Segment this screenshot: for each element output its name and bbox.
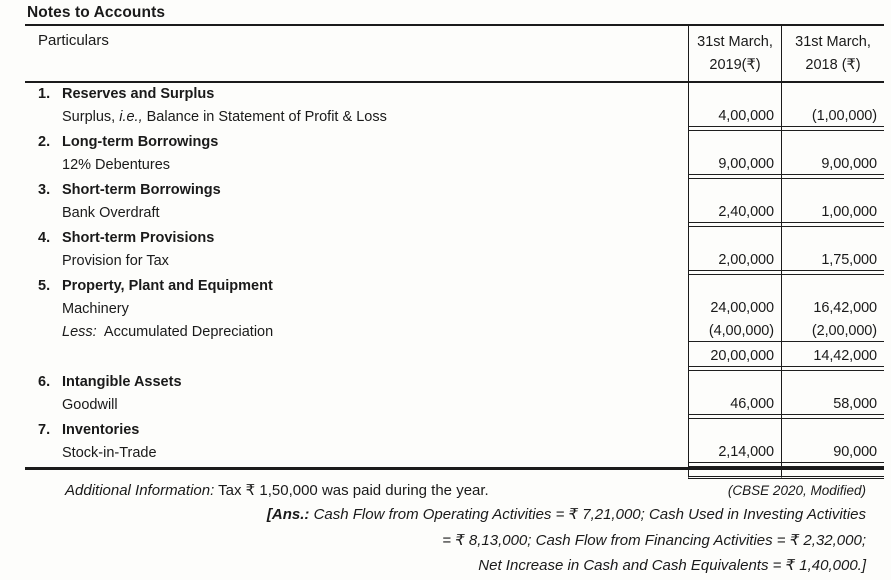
table-row [25,103,884,126]
row-number: 6. [38,374,51,390]
source-citation: (CBSE 2020, Modified) [727,483,866,498]
amount-2019: 46,000 [688,391,781,414]
amount-2018: (1,00,000) [781,103,884,126]
row-number: 1. [38,86,51,102]
answer-line-1-text: Cash Flow from Operating Activities = ₹ 7,21,000; Cash Used in Investing Activities [313,506,866,523]
table-footer-stub [25,470,884,479]
row-number: 4. [38,230,51,246]
additional-information-line [25,481,866,502]
answer-prefix: [Ans.: [266,506,314,523]
amount-2019 [688,227,781,247]
row-label: Reserves and Surplus [62,86,215,102]
table-row [25,318,884,341]
particulars-cell [25,295,688,318]
row-label: Property, Plant and Equipment [62,278,273,294]
row-label: 12% Debentures [62,157,171,173]
amount-2019: (4,00,000) [688,318,781,341]
header-col-2019 [688,26,781,81]
answer-line-3: Net Increase in Cash and Cash Equivalents = ₹ 1,40,000.] [478,557,866,574]
particulars-cell [25,83,688,103]
amount-2018: 14,42,000 [781,343,884,366]
table-row [25,199,884,222]
amount-2019: 24,00,000 [688,295,781,318]
amount-2018: 1,75,000 [781,247,884,270]
table-header-row [25,26,884,83]
header-col-2019-line2: 2019(₹) [709,57,761,73]
amount-2018: 1,00,000 [781,199,884,222]
additional-information-value: Tax ₹ 1,50,000 was paid during the year. [214,482,489,499]
row-label: Provision for Tax [62,253,169,269]
row-label: Machinery [62,301,129,317]
row-label: Stock-in-Trade [62,445,157,461]
particulars-cell [25,179,688,199]
particulars-cell [25,318,688,341]
amount-2019 [688,179,781,199]
footer-notes [0,479,891,579]
amount-2018 [781,371,884,391]
row-label: Long-term Borrowings [62,134,219,150]
amount-2018 [781,131,884,151]
row-label: Goodwill [62,397,118,413]
header-col-2018-line1: 31st March, [795,34,871,50]
section-heading-row [25,419,884,439]
row-label: Inventories [62,422,140,438]
header-particulars: Particulars [38,32,109,49]
particulars-cell [25,343,688,366]
section-heading-row [25,275,884,295]
stub-col-2019 [688,470,781,479]
particulars-cell [25,247,688,270]
amount-2019 [688,131,781,151]
additional-information-label: Additional Information: [65,482,215,499]
section-heading-row [25,179,884,199]
row-label: Bank Overdraft [62,205,160,221]
section-heading-row [25,371,884,391]
amount-2019 [688,419,781,439]
amount-2018: (2,00,000) [781,318,884,341]
row-label: Less: Accumulated Depreciation [62,324,274,340]
row-label: Short-term Provisions [62,230,215,246]
table-body [25,83,884,467]
amount-2019 [688,83,781,103]
amount-2019: 9,00,000 [688,151,781,174]
table-row [25,295,884,318]
section-heading-row [25,227,884,247]
amount-2019 [688,275,781,295]
amount-2018: 16,42,000 [781,295,884,318]
header-col-2018 [781,26,884,81]
amount-2019: 2,00,000 [688,247,781,270]
amount-2018 [781,275,884,295]
amount-2018 [781,419,884,439]
double-rule [25,462,884,467]
amount-2019: 20,00,000 [688,343,781,366]
particulars-cell [25,103,688,126]
row-label: Surplus, i.e., Balance in Statement of Profit & Loss [62,109,387,125]
amount-2019: 2,14,000 [688,439,781,462]
table-row [25,151,884,174]
additional-information-text [25,481,489,499]
row-label: Short-term Borrowings [62,182,221,198]
amount-2018: 90,000 [781,439,884,462]
particulars-cell [25,419,688,439]
row-label: Intangible Assets [62,374,182,390]
page-title: Notes to Accounts [27,4,166,21]
header-col-2019-line1: 31st March, [697,34,773,50]
amount-2019: 4,00,000 [688,103,781,126]
particulars-cell [25,199,688,222]
notes-to-accounts-table [25,24,884,470]
particulars-cell [25,439,688,462]
section-heading-row [25,83,884,103]
particulars-cell [25,391,688,414]
amount-2018: 9,00,000 [781,151,884,174]
row-number: 5. [38,278,51,294]
amount-2018 [781,83,884,103]
table-row [25,439,884,462]
amount-2018 [781,179,884,199]
answer-line-2: = ₹ 8,13,000; Cash Flow from Financing Activities = ₹ 2,32,000; [442,531,866,549]
particulars-cell [25,227,688,247]
amount-2019 [688,371,781,391]
particulars-cell [25,151,688,174]
row-number: 3. [38,182,51,198]
row-number: 2. [38,134,51,150]
particulars-cell [25,131,688,151]
table-row [25,247,884,270]
row-number: 7. [38,422,51,438]
amount-2019: 2,40,000 [688,199,781,222]
amount-2018: 58,000 [781,391,884,414]
answer-line-1 [25,502,866,528]
stub-spacer [25,470,688,479]
table-row [25,343,884,366]
particulars-cell [25,275,688,295]
particulars-cell [25,371,688,391]
stub-col-2018 [781,470,884,479]
header-col-2018-line2: 2018 (₹) [805,57,861,73]
amount-2018 [781,227,884,247]
table-row [25,391,884,414]
section-heading-row [25,131,884,151]
answer-block [25,502,866,579]
